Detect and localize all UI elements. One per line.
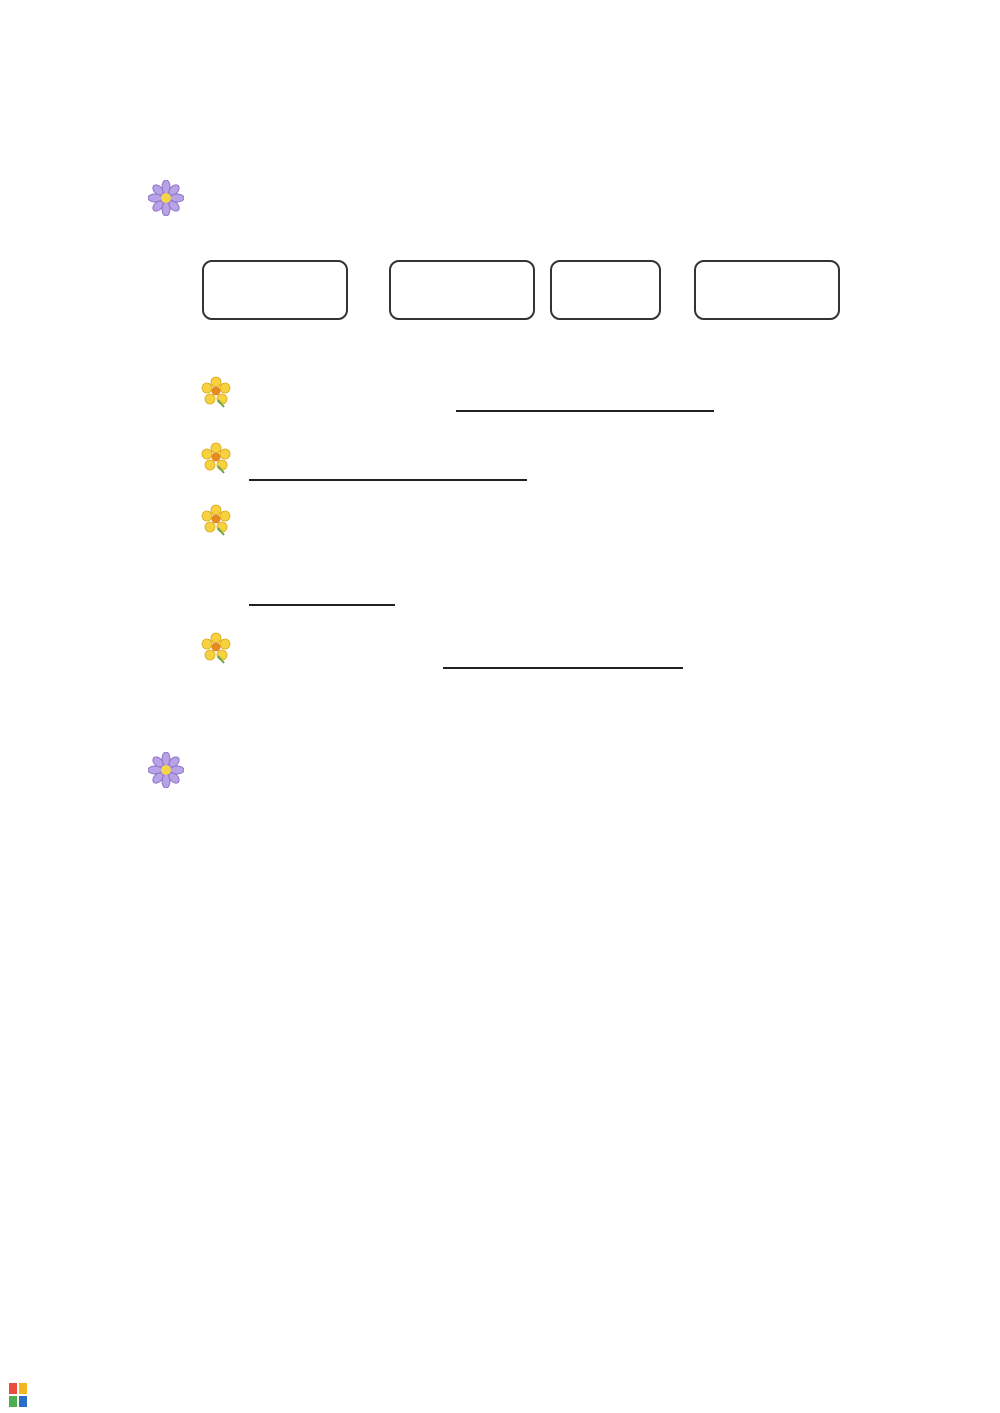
word-tile-escucha[interactable] bbox=[202, 260, 348, 320]
blank-2[interactable] bbox=[249, 479, 527, 481]
top-flower-border bbox=[0, 0, 1000, 118]
blank-4[interactable] bbox=[443, 667, 683, 669]
purple-flower-bullet-icon bbox=[148, 752, 184, 788]
yellow-flower-bullet-icon bbox=[200, 504, 232, 536]
liveworksheets-badge-icon bbox=[8, 1382, 28, 1408]
bottom-flower-decoration bbox=[0, 1190, 1000, 1413]
purple-flower-bullet-icon bbox=[148, 180, 184, 216]
yellow-flower-bullet-icon bbox=[200, 632, 232, 664]
word-tile-madre[interactable] bbox=[389, 260, 535, 320]
yellow-flower-bullet-icon bbox=[200, 442, 232, 474]
blank-3[interactable] bbox=[249, 604, 395, 606]
word-tile-mision[interactable] bbox=[694, 260, 840, 320]
word-tile-hijo[interactable] bbox=[550, 260, 661, 320]
blank-1[interactable] bbox=[456, 410, 714, 412]
yellow-flower-bullet-icon bbox=[200, 376, 232, 408]
liveworksheets-logo bbox=[8, 1380, 30, 1410]
